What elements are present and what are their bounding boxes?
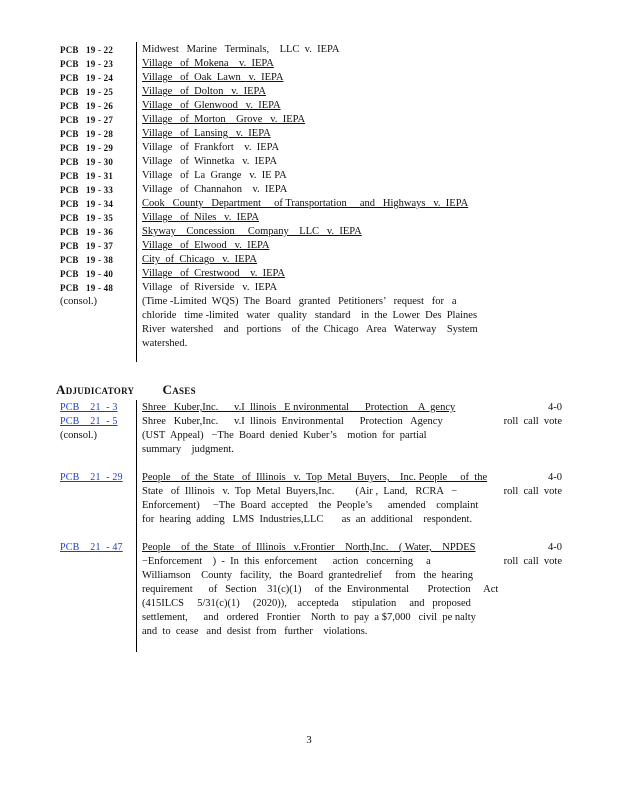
heading-word-1: ADJUDICATORY <box>56 382 135 397</box>
case-number: PCB 19 - 34 <box>60 199 114 209</box>
case-number: PCB 19 - 24 <box>60 73 114 83</box>
vote-label: roll call vote <box>503 416 562 427</box>
case-title: Skyway Concession Company LLC v. IEPA <box>142 226 362 237</box>
case-number: PCB 19 - 28 <box>60 129 114 139</box>
case-description-line: −Enforcement ) - In this enforcement action concerning a <box>142 556 431 567</box>
vote-result: 4-0 <box>548 472 562 483</box>
vote-label: roll call vote <box>503 486 562 497</box>
case-number: PCB 19 - 30 <box>60 157 114 167</box>
case-description-line: (415ILCS 5/31(c)(1) (2020)), accepteda stipulation and proposed <box>142 598 471 609</box>
case-number: PCB 19 - 38 <box>60 255 114 265</box>
case-title: Village of Frankfort v. IEPA <box>142 142 280 153</box>
case-number: PCB 19 - 25 <box>60 87 114 97</box>
case-title: Village of Oak Lawn v. IEPA <box>142 72 284 83</box>
case-title: Village of Lansing v. IEPA <box>142 128 271 139</box>
case-link[interactable]: PCB 21 - 29 <box>60 472 123 483</box>
case-title: Village of Riverside v. IEPA <box>142 282 278 293</box>
case-title: Midwest Marine Terminals, LLC v. IEPA <box>142 44 340 55</box>
case-description-line: summary judgment. <box>142 444 234 455</box>
case-description-line: chloride time -limited water quality standard in the Lower Des Plaines <box>142 310 478 321</box>
case-description-line: (UST Appeal) −The Board denied Kuber’s motion for partial <box>142 430 427 441</box>
case-link[interactable]: PCB 21 - 47 <box>60 542 123 553</box>
case-number: PCB 19 - 23 <box>60 59 114 69</box>
heading-word-2: CASES <box>162 382 196 397</box>
column-divider-top <box>136 42 137 362</box>
case-title: Village of Dolton v. IEPA <box>142 86 267 97</box>
case-number: PCB 19 - 40 <box>60 269 114 279</box>
case-description-line: for hearing adding LMS Industries,LLC as an additional respondent. <box>142 514 473 525</box>
case-number: PCB 19 - 36 <box>60 227 114 237</box>
case-link[interactable]: PCB 21 - 3 <box>60 402 118 413</box>
case-number: PCB 19 - 35 <box>60 213 114 223</box>
case-number: PCB 19 - 37 <box>60 241 114 251</box>
case-title: People of the State of Illinois v. Top Metal Buyers, Inc. People of the <box>142 472 488 483</box>
case-title: Village of Crestwood v. IEPA <box>142 268 285 279</box>
column-divider-bottom <box>136 400 137 652</box>
case-description-line: and to cease and desist from further violations. <box>142 626 368 637</box>
consol-label: (consol.) <box>60 296 98 307</box>
case-title: Village of La Grange v. IE PA <box>142 170 287 181</box>
case-description-line: (Time -Limited WQS) The Board granted Petitioners’ request for a <box>142 296 457 307</box>
case-number: PCB 19 - 22 <box>60 45 114 55</box>
consol-label: (consol.) <box>60 430 98 441</box>
case-number: PCB 19 - 33 <box>60 185 114 195</box>
case-title: Village of Morton Grove v. IEPA <box>142 114 306 125</box>
case-number: PCB 19 - 26 <box>60 101 114 111</box>
vote-result: 4-0 <box>548 402 562 413</box>
case-number: PCB 19 - 48 <box>60 283 114 293</box>
case-number: PCB 19 - 31 <box>60 171 114 181</box>
page-number: 3 <box>306 734 312 746</box>
case-title: Village of Niles v. IEPA <box>142 212 259 223</box>
case-title: City of Chicago v. IEPA <box>142 254 258 265</box>
vote-label: roll call vote <box>503 556 562 567</box>
case-title: Shree Kuber,Inc. v.I llinois E nvironmental Protection A gency <box>142 402 456 413</box>
section-heading <box>56 382 196 398</box>
case-description-line: State of Illinois v. Top Metal Buyers,Inc. (Air , Land, RCRA − <box>142 486 458 497</box>
case-description-line: requirement of Section 31(c)(1) of the Environmental Protection Act <box>142 584 499 595</box>
case-number: PCB 19 - 27 <box>60 115 114 125</box>
case-title: Village of Glenwood v. IEPA <box>142 100 281 111</box>
case-title: Village of Elwood v. IEPA <box>142 240 270 251</box>
case-link[interactable]: PCB 21 - 5 <box>60 416 118 427</box>
case-description-line: Williamson County facility, the Board grantedrelief from the hearing <box>142 570 474 581</box>
case-description-line: Shree Kuber,Inc. v.I llinois Environmental Protection Agency <box>142 416 443 427</box>
case-description-line: settlement, and ordered Frontier North to pay a $7,000 civil pe nalty <box>142 612 476 623</box>
case-number: PCB 19 - 29 <box>60 143 114 153</box>
case-description-line: watershed. <box>142 338 188 349</box>
case-description-line: Enforcement) −The Board accepted the People’s amended complaint <box>142 500 479 511</box>
case-title: Village of Winnetka v. IEPA <box>142 156 278 167</box>
case-title: People of the State of Illinois v.Frontier North,Inc. ( Water, NPDES <box>142 542 476 553</box>
vote-result: 4-0 <box>548 542 562 553</box>
case-title: Village of Mokena v. IEPA <box>142 58 274 69</box>
case-description-line: River watershed and portions of the Chicago Area Waterway System <box>142 324 478 335</box>
case-title: Cook County Department of Transportation and Highways v. IEPA <box>142 198 469 209</box>
case-title: Village of Channahon v. IEPA <box>142 184 288 195</box>
